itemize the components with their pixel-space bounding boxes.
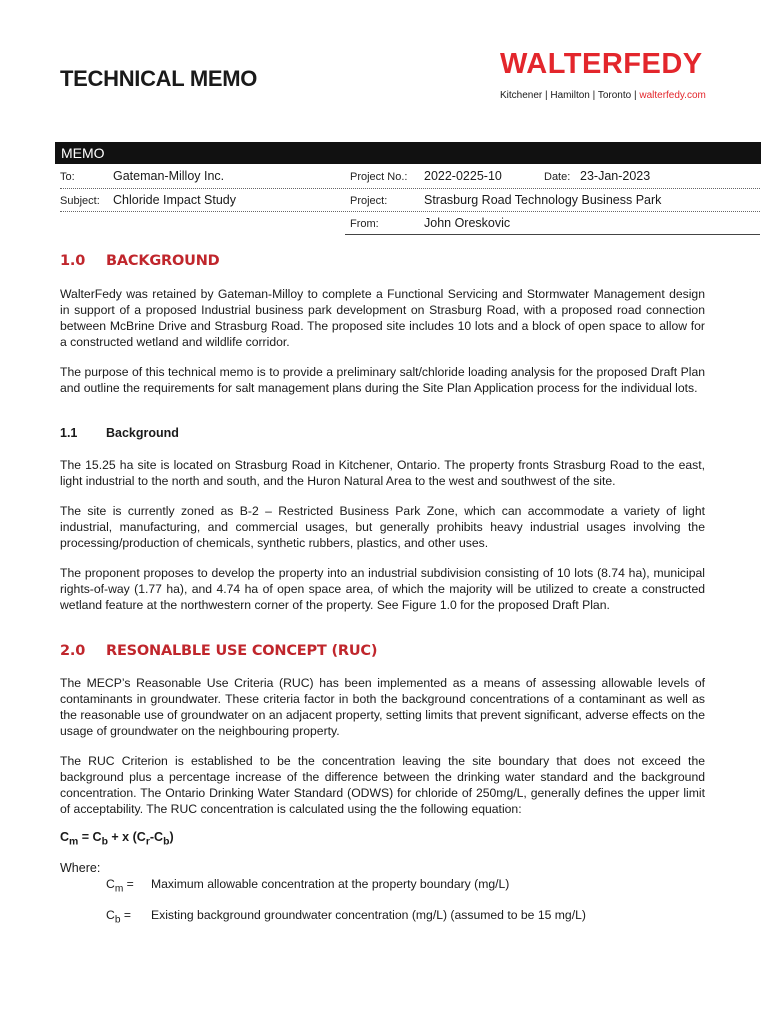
eq-symbol: + x (C — [107, 830, 146, 844]
eq-subscript: b — [163, 836, 170, 848]
section-number: 1.0 — [60, 253, 86, 269]
logo-website: walterfedy.com — [639, 90, 706, 101]
paragraph: The purpose of this technical memo is to provide a preliminary salt/chloride loading analysis for the proposed Draft Plan and outline the requirements for salt management plans during the Site Plan Application process for the individual lots. — [60, 365, 705, 395]
paragraph: WalterFedy was retained by Gateman-Milloy to complete a Functional Servicing and Stormwater Management design in support of a proposed Industrial business park development on Strasburg Road, with a proposed road connection between McBrine Drive and Strasburg Road. The proposed site includes 10 lots and a block of open space to allow for a constructed wetland and wildlife corridor. — [60, 287, 705, 349]
section-title: BACKGROUND — [106, 253, 220, 269]
page-title: TECHNICAL MEMO — [60, 66, 258, 91]
var-subscript: b — [114, 914, 121, 926]
memo-divider — [60, 211, 760, 212]
eq-symbol: ) — [169, 830, 174, 844]
var-equals: = — [120, 908, 131, 922]
ruc-equation — [60, 830, 174, 848]
company-logo — [500, 48, 730, 101]
section-heading — [60, 643, 377, 659]
memo-divider — [60, 188, 760, 189]
project-no-value: 2022-0225-10 — [424, 169, 502, 183]
logo-locations-text: Kitchener | Hamilton | Toronto | — [500, 90, 637, 101]
subject-value: Chloride Impact Study — [113, 193, 236, 207]
paragraph: The site is currently zoned as B-2 – Restricted Business Park Zone, which can accommodate a variety of light industrial, manufacturing, and commercial usages, but generally prohibits heavy industrial usages involving the processing/production of chemicals, synthetic rubbers, plastics, and other uses. — [60, 504, 705, 550]
paragraph: The 15.25 ha site is located on Strasburg Road in Kitchener, Ontario. The property fronts Strasburg Road to the east, light industrial to the north and south, and the Huron Natural Area to the west and southwest of the site. — [60, 458, 705, 488]
section-heading — [60, 253, 220, 269]
eq-subscript: r — [145, 836, 150, 848]
variable-definition: Existing background groundwater concentration (mg/L) (assumed to be 15 mg/L) — [151, 908, 586, 922]
eq-symbol: = C — [78, 830, 102, 844]
project-label: Project: — [350, 195, 388, 207]
logo-locations — [500, 90, 730, 101]
where-label: Where: — [60, 861, 101, 875]
paragraph: The RUC Criterion is established to be the concentration leaving the site boundary that does not exceed the background plus a percentage increase of the difference between the drinking water standard and the background concentration. The Ontario Drinking Water Standard (ODWS) for chloride of 250mg/L, generally defines the upper limit of acceptability. The RUC concentration is calculated using the the following equation: — [60, 754, 705, 816]
date-label: Date: — [544, 171, 571, 183]
memo-bottom-rule — [345, 234, 760, 235]
paragraph: The MECP’s Reasonable Use Criteria (RUC) has been implemented as a means of assessing allowable levels of contaminants in groundwater. These criteria factor in both the background concentrations of a contaminant as well as the reasonable use of groundwater on an adjacent property, setting limits that prevent significant, adverse effects on the usage of groundwater on the neighbouring property. — [60, 676, 705, 738]
variable-symbol — [106, 908, 131, 925]
paragraph: The proponent proposes to develop the property into an industrial subdivision consisting of 10 lots (8.74 ha), municipal rights-of-way (1.77 ha), and 4.74 ha of open space area, of which the majority will be utilized to create a constructed wetland feature at the northwestern corner of the property. See Figure 1.0 for the proposed Draft Plan. — [60, 566, 705, 612]
subject-label: Subject: — [60, 195, 100, 207]
memo-bar: MEMO — [55, 142, 761, 164]
var-letter: C — [106, 908, 115, 922]
subsection-number: 1.1 — [60, 426, 78, 440]
subsection-title: Background — [106, 426, 179, 440]
logo-wordmark: WALTERFEDY — [500, 48, 703, 80]
date-value: 23-Jan-2023 — [580, 169, 651, 183]
variable-symbol — [106, 877, 134, 894]
var-letter: C — [106, 877, 115, 891]
to-value: Gateman-Milloy Inc. — [113, 169, 225, 183]
eq-subscript: m — [69, 836, 79, 848]
project-value: Strasburg Road Technology Business Park — [424, 193, 662, 207]
eq-symbol: -C — [149, 830, 164, 844]
var-equals: = — [123, 877, 134, 891]
project-no-label: Project No.: — [350, 171, 408, 183]
eq-symbol: C — [60, 830, 70, 844]
subsection-heading — [60, 426, 179, 440]
section-title: RESONALBLE USE CONCEPT (RUC) — [106, 643, 378, 659]
section-number: 2.0 — [60, 643, 86, 659]
from-value: John Oreskovic — [424, 216, 511, 230]
to-label: To: — [60, 171, 75, 183]
var-subscript: m — [114, 883, 124, 895]
variable-definition: Maximum allowable concentration at the property boundary (mg/L) — [151, 877, 510, 891]
eq-subscript: b — [101, 836, 108, 848]
from-label: From: — [350, 218, 379, 230]
